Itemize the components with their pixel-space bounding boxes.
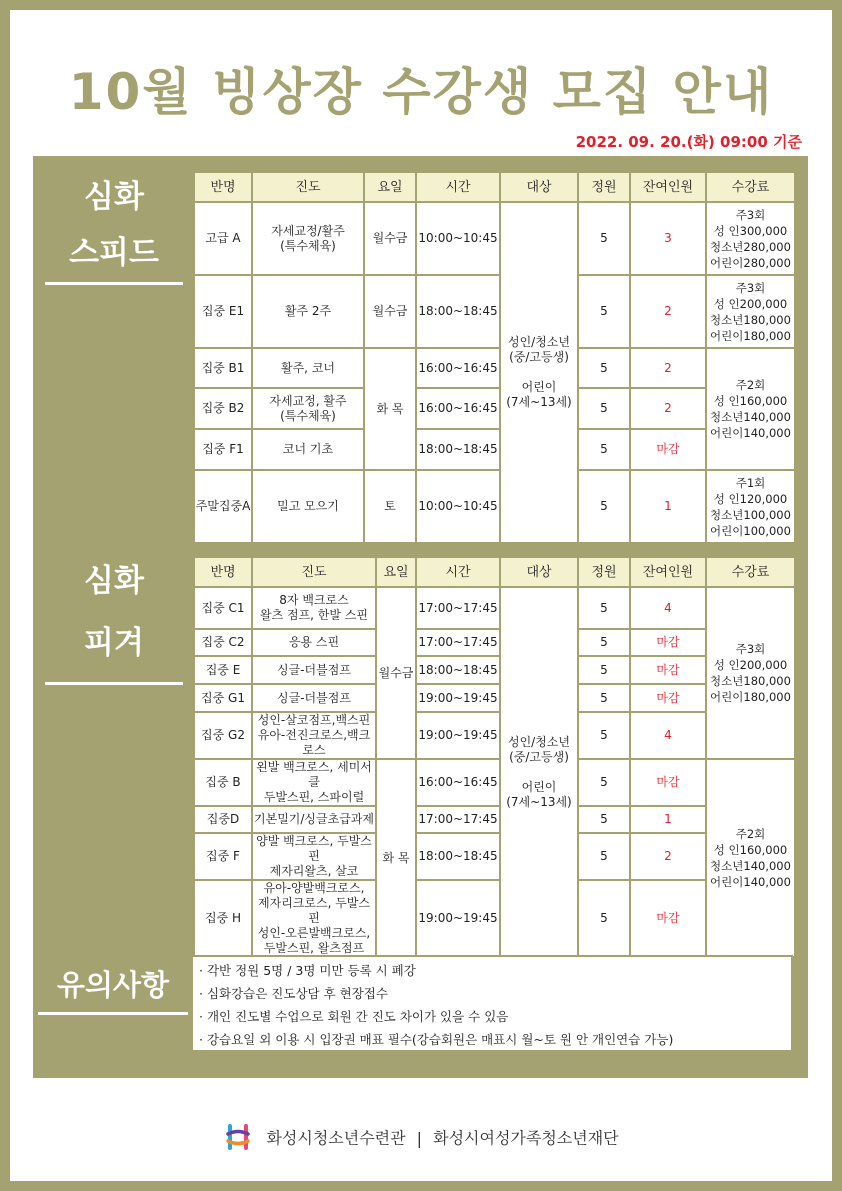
- table-row: [194, 712, 795, 759]
- notes-label-underline: [38, 1012, 188, 1015]
- table-row: [194, 587, 795, 629]
- fee-cell: [706, 759, 795, 957]
- time-cell: 18:00~18:45: [416, 833, 500, 880]
- capacity-cell: 5: [578, 712, 630, 759]
- progress-cell: [252, 712, 376, 759]
- progress-cell: 기본밀기/싱글초급과제: [252, 806, 376, 833]
- table-row: [194, 348, 795, 388]
- class-name: 집중 F1: [194, 429, 252, 470]
- progress-line: 자세교정/활주: [271, 223, 345, 238]
- table-row: [194, 470, 795, 543]
- time-cell: 18:00~18:45: [416, 429, 500, 470]
- header-day: 요일: [376, 557, 416, 587]
- table-row: [194, 202, 795, 275]
- fee-line: 성 인300,000: [713, 223, 788, 238]
- header-class: 반명: [194, 557, 252, 587]
- time-cell: 16:00~16:45: [416, 388, 500, 429]
- table-row: [194, 759, 795, 806]
- capacity-cell: 5: [578, 759, 630, 806]
- progress-line: 제자리왈츠, 살코: [269, 864, 359, 878]
- target-line: 성인/청소년: [507, 734, 570, 749]
- progress-line: 성인-오른발백크로스,: [257, 926, 371, 940]
- fee-cell: [706, 470, 795, 543]
- remaining-cell: 마감: [630, 629, 706, 656]
- class-name: 집중 H: [194, 880, 252, 957]
- class-name: 집중 G1: [194, 684, 252, 712]
- fee-line: 어린이140,000: [710, 426, 791, 440]
- header-capacity: 정원: [578, 172, 630, 202]
- class-name: 집중 B2: [194, 388, 252, 429]
- capacity-cell: 5: [578, 275, 630, 348]
- table-row: [194, 629, 795, 656]
- progress-line: 두발스핀, 왈츠점프: [263, 941, 365, 955]
- fee-cell: [706, 348, 795, 470]
- remaining-cell: 1: [630, 470, 706, 543]
- figure-label-line1: 심화: [84, 563, 144, 599]
- figure-section-label: [45, 556, 183, 685]
- class-name: 집중D: [194, 806, 252, 833]
- class-name: 집중 E: [194, 656, 252, 684]
- fee-line: 청소년140,000: [710, 859, 791, 873]
- day-cell: 월수금: [376, 587, 416, 759]
- time-cell: 19:00~19:45: [416, 684, 500, 712]
- header-time: 시간: [416, 557, 500, 587]
- capacity-cell: 5: [578, 202, 630, 275]
- header-progress: 진도: [252, 172, 364, 202]
- progress-line: 유아-양발백크로스,: [263, 881, 365, 895]
- class-name: 집중 F: [194, 833, 252, 880]
- time-cell: 17:00~17:45: [416, 587, 500, 629]
- progress-line: (특수체육): [280, 238, 336, 253]
- fee-line: 청소년140,000: [710, 410, 791, 424]
- progress-line: 유아-전진크로스,백크로스: [257, 728, 371, 757]
- remaining-cell: 마감: [630, 684, 706, 712]
- table-row: [194, 880, 795, 957]
- fee-line: 청소년180,000: [710, 312, 791, 327]
- capacity-cell: 5: [578, 629, 630, 656]
- fee-line: 성 인160,000: [713, 843, 788, 857]
- progress-cell: 코너 기초: [252, 429, 364, 470]
- progress-cell: 싱글-더블점프: [252, 656, 376, 684]
- fee-line: 주3회: [735, 280, 766, 295]
- header-capacity: 정원: [578, 557, 630, 587]
- progress-cell: [252, 388, 364, 429]
- remaining-cell: 2: [630, 388, 706, 429]
- fee-line: 주2회: [735, 378, 766, 392]
- progress-line: 자세교정, 활주: [269, 393, 347, 408]
- class-name: 집중 E1: [194, 275, 252, 348]
- table-row: [194, 684, 795, 712]
- footer-org2: 화성시여성가족청소년재단: [433, 1128, 619, 1148]
- remaining-cell: 마감: [630, 880, 706, 957]
- time-cell: 16:00~16:45: [416, 348, 500, 388]
- progress-cell: 밀고 모으기: [252, 470, 364, 543]
- capacity-cell: 5: [578, 429, 630, 470]
- progress-cell: 싱글-더블점프: [252, 684, 376, 712]
- capacity-cell: 5: [578, 587, 630, 629]
- footer-separator: |: [416, 1128, 423, 1148]
- notes-label: 유의사항: [56, 968, 170, 1002]
- note-item: · 개인 진도별 수업으로 회원 간 진도 차이가 있을 수 있음: [199, 1009, 509, 1024]
- figure-label-underline: [45, 682, 183, 685]
- progress-cell: [252, 880, 376, 957]
- fee-cell: [706, 275, 795, 348]
- figure-label-line2: 피겨: [84, 625, 144, 661]
- remaining-cell: 4: [630, 712, 706, 759]
- time-cell: 17:00~17:45: [416, 806, 500, 833]
- remaining-cell: 마감: [630, 759, 706, 806]
- target-line: (7세~13세): [506, 395, 572, 409]
- class-name: 집중 C1: [194, 587, 252, 629]
- class-name: 집중 B1: [194, 348, 252, 388]
- foundation-logo-icon: [223, 1122, 253, 1156]
- time-cell: 10:00~10:45: [416, 470, 500, 543]
- capacity-cell: 5: [578, 806, 630, 833]
- fee-line: 어린이140,000: [710, 875, 791, 889]
- footer: [0, 1122, 842, 1156]
- fee-line: 성 인200,000: [713, 296, 788, 311]
- remaining-cell: 1: [630, 806, 706, 833]
- fee-line: 주2회: [735, 827, 766, 841]
- fee-line: 어린이180,000: [710, 690, 791, 704]
- progress-cell: [252, 833, 376, 880]
- time-cell: 19:00~19:45: [416, 880, 500, 957]
- target-line: (중/고등생): [509, 749, 569, 764]
- page-title: 10월 빙상장 수강생 모집 안내: [68, 63, 774, 121]
- fee-line: 청소년280,000: [710, 239, 791, 254]
- target-line: 어린이: [521, 380, 557, 394]
- progress-line: 두발스핀, 스파이럴: [263, 790, 365, 804]
- progress-cell: 활주 2주: [252, 275, 364, 348]
- capacity-cell: 5: [578, 470, 630, 543]
- progress-line: 왼발 백크로스, 세미서클: [256, 760, 372, 789]
- speed-label-line2: 스피드: [69, 235, 159, 271]
- progress-line: 성인-살코점프,백스핀: [257, 713, 371, 727]
- figure-table: [193, 556, 796, 958]
- target-line: 어린이: [521, 779, 557, 794]
- notes-section-label: [38, 960, 188, 1015]
- header-target: 대상: [500, 172, 578, 202]
- time-cell: 10:00~10:45: [416, 202, 500, 275]
- progress-line: 양발 백크로스, 두발스핀: [256, 834, 372, 863]
- fee-cell: [706, 202, 795, 275]
- time-cell: 16:00~16:45: [416, 759, 500, 806]
- day-cell: 화 목: [376, 759, 416, 957]
- progress-line: 8자 백크로스: [279, 593, 349, 607]
- day-cell: 월수금: [364, 275, 416, 348]
- target-line: (중/고등생): [509, 350, 569, 364]
- fee-line: 주3회: [735, 207, 766, 222]
- fee-line: 성 인160,000: [713, 394, 788, 408]
- reference-date: 2022. 09. 20.(화) 09:00 기준: [575, 133, 802, 151]
- time-cell: 17:00~17:45: [416, 629, 500, 656]
- note-item: · 강습요일 외 이용 시 입장권 매표 필수(강습회원은 매표시 월~토 원 안 개인연습 가능): [199, 1032, 674, 1047]
- table-row: [194, 275, 795, 348]
- progress-cell: [252, 587, 376, 629]
- header-progress: 진도: [252, 557, 376, 587]
- time-cell: 18:00~18:45: [416, 656, 500, 684]
- progress-cell: [252, 759, 376, 806]
- fee-line: 청소년100,000: [710, 507, 791, 522]
- class-name: 집중 B: [194, 759, 252, 806]
- capacity-cell: 5: [578, 833, 630, 880]
- footer-org1: 화성시청소년수련관: [266, 1128, 406, 1148]
- fee-line: 청소년180,000: [710, 674, 791, 688]
- target-cell: [500, 587, 578, 957]
- header-remaining: 잔여인원: [630, 172, 706, 202]
- figure-header-row: [194, 557, 795, 587]
- day-cell: 화 목: [364, 348, 416, 470]
- time-cell: 19:00~19:45: [416, 712, 500, 759]
- target-cell: [500, 202, 578, 543]
- capacity-cell: 5: [578, 348, 630, 388]
- progress-line: (특수체육): [280, 408, 336, 423]
- progress-cell: 활주, 코너: [252, 348, 364, 388]
- header-fee: 수강료: [706, 557, 795, 587]
- fee-line: 성 인200,000: [713, 658, 788, 672]
- remaining-cell: 2: [630, 275, 706, 348]
- day-cell: 월수금: [364, 202, 416, 275]
- note-item: · 각반 정원 5명 / 3명 미만 등록 시 폐강: [199, 963, 416, 978]
- class-name: 집중 G2: [194, 712, 252, 759]
- header-remaining: 잔여인원: [630, 557, 706, 587]
- remaining-cell: 마감: [630, 656, 706, 684]
- remaining-cell: 3: [630, 202, 706, 275]
- speed-label-underline: [45, 282, 183, 285]
- table-row: [194, 429, 795, 470]
- speed-section-label: [45, 172, 183, 285]
- capacity-cell: 5: [578, 880, 630, 957]
- table-row: [194, 833, 795, 880]
- speed-table: [193, 171, 796, 544]
- target-line: 성인/청소년: [507, 335, 570, 349]
- speed-header-row: [194, 172, 795, 202]
- header-time: 시간: [416, 172, 500, 202]
- header-target: 대상: [500, 557, 578, 587]
- time-cell: 18:00~18:45: [416, 275, 500, 348]
- fee-line: 어린이100,000: [710, 523, 791, 538]
- capacity-cell: 5: [578, 388, 630, 429]
- capacity-cell: 5: [578, 684, 630, 712]
- header-fee: 수강료: [706, 172, 795, 202]
- fee-line: 어린이180,000: [710, 328, 791, 343]
- remaining-cell: 2: [630, 348, 706, 388]
- progress-line: 제자리크로스, 두발스핀: [258, 896, 370, 925]
- progress-cell: 응용 스핀: [252, 629, 376, 656]
- fee-cell: [706, 587, 795, 759]
- fee-line: 주3회: [735, 642, 766, 656]
- table-row: [194, 388, 795, 429]
- notes-box: [191, 955, 793, 1052]
- header-class: 반명: [194, 172, 252, 202]
- note-item: · 심화강습은 진도상담 후 현장접수: [199, 986, 388, 1001]
- progress-cell: [252, 202, 364, 275]
- remaining-cell: 마감: [630, 429, 706, 470]
- fee-line: 주1회: [735, 475, 766, 490]
- table-row: [194, 656, 795, 684]
- table-row: [194, 806, 795, 833]
- remaining-cell: 2: [630, 833, 706, 880]
- class-name: 주말집중A: [194, 470, 252, 543]
- header-day: 요일: [364, 172, 416, 202]
- fee-line: 성 인120,000: [713, 491, 788, 506]
- class-name: 고급 A: [194, 202, 252, 275]
- class-name: 집중 C2: [194, 629, 252, 656]
- remaining-cell: 4: [630, 587, 706, 629]
- progress-line: 왈츠 점프, 한발 스핀: [260, 608, 368, 622]
- capacity-cell: 5: [578, 656, 630, 684]
- day-cell: 토: [364, 470, 416, 543]
- fee-line: 어린이280,000: [710, 255, 791, 270]
- speed-label-line1: 심화: [84, 179, 144, 215]
- target-line: (7세~13세): [506, 794, 572, 809]
